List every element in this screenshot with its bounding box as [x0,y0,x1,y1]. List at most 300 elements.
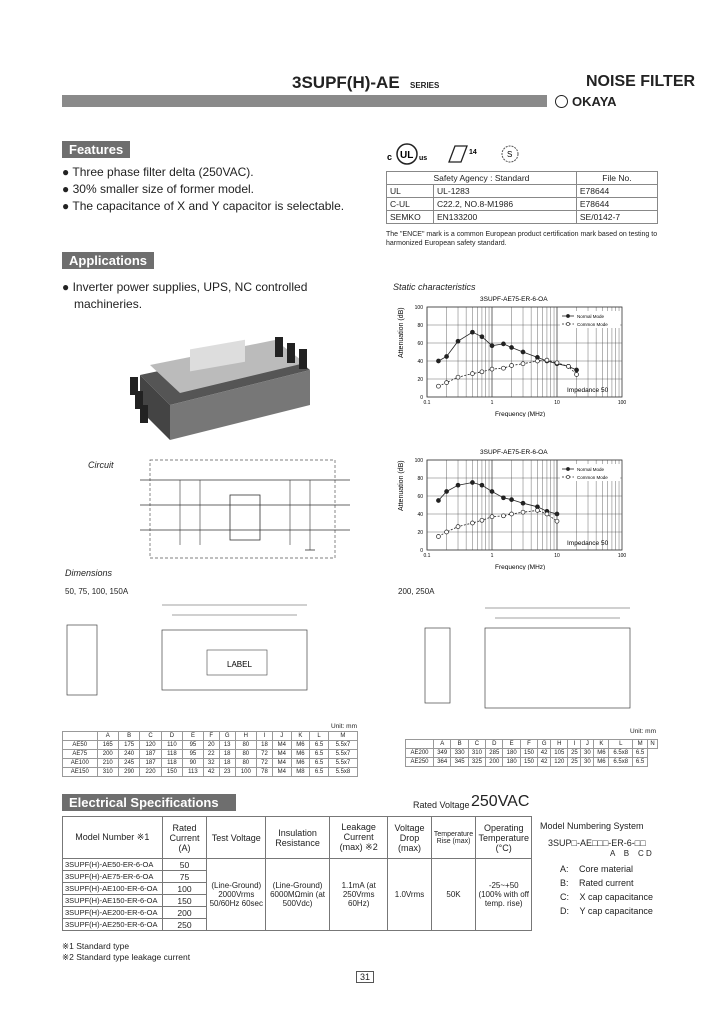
svg-text:S: S [507,150,513,159]
safety-header-row [387,172,658,185]
dim-cell: M6 [291,741,310,750]
header-vdrop: Voltage Drop (max) [388,817,431,859]
dim-cell: 200 [486,758,503,767]
dim-cell: 285 [486,749,503,758]
common-mode-point [480,518,484,522]
common-mode-point [470,372,474,376]
dim-header-cell: F [203,732,219,741]
spec-current: 100 [162,883,207,895]
common-mode-point [535,359,539,363]
dim-cell: 30 [581,749,594,758]
dim-header-cell: H [551,740,568,749]
dim-cell: 240 [118,750,139,759]
dim-cell: 150 [520,749,537,758]
safety-table [386,171,658,224]
y-tick-label: 60 [417,494,423,500]
dim-cell: 290 [118,768,139,777]
header-op-temp: Operating Temperature (°C) [476,817,532,859]
rated-voltage-label: Rated Voltage [413,800,470,810]
dim-cell: 180 [503,749,520,758]
dim-cell: 187 [140,750,161,759]
safety-cell: SE/0142-7 [576,211,657,224]
dim-cell: M4 [272,759,291,768]
common-mode-point [555,361,559,365]
dim-header-cell: B [451,740,468,749]
common-mode-point [490,367,494,371]
y-tick-label: 0 [420,395,423,401]
dim-cell: 110 [161,741,182,750]
dim-cell: 310 [468,749,485,758]
dim-header-cell: E [503,740,520,749]
svg-text:us: us [419,155,428,162]
numbering-item: A: Core material [560,864,634,874]
spec-current: 200 [162,907,207,919]
dim-cell: 90 [183,759,204,768]
normal-mode-point [480,335,484,339]
application-item: ● Inverter power supplies, UPS, NC controlled machineries. [62,280,308,311]
dim-cell: 25 [568,758,581,767]
dim-cell: 6.5 [633,749,648,758]
header-test-voltage: Test Voltage [207,817,266,859]
common-mode-point [490,515,494,519]
common-mode-point [555,519,559,523]
dim-cell: 5.5x7 [328,759,357,768]
dim-cell: 72 [257,750,273,759]
dim-header-row [406,740,658,749]
svg-text:c: c [387,152,393,162]
spec-current: 250 [162,919,207,931]
legend-marker [566,475,569,478]
electrical-spec-table [62,816,532,931]
dim-header-cell: I [257,732,273,741]
chart1-xlabel: Frequency (MHz) [495,411,546,417]
dim-cell: 345 [451,758,468,767]
safety-note: The "ENCE" mark is a common European product certification mark based on testing to harmonized European safety standard. [386,231,658,247]
y-tick-label: 20 [417,530,423,536]
dim-header-cell: L [609,740,633,749]
numbering-list [560,862,653,918]
dim-header-cell: M [633,740,648,749]
dim-row [406,749,658,758]
normal-mode-point [555,512,559,516]
legend-label: Common Mode [577,322,608,327]
safety-cell: E78644 [576,185,657,198]
spec-current: 75 [162,871,207,883]
dim-cell: 78 [257,768,273,777]
dim-cell: 5.5x7 [328,750,357,759]
cert-marks-icon [385,142,525,166]
dim-cell: 95 [183,741,204,750]
spec-model: 3SUPF(H)-AE100-ER-6-OA [63,883,163,895]
spec-temp-rise: 50K [431,859,476,931]
x-tick-label: 1 [490,553,494,559]
common-mode-point [480,370,484,374]
y-tick-label: 40 [417,512,423,518]
chart2-title: 3SUPF-AE75-ER-6-OA [480,449,548,456]
dim-cell: 42 [538,749,551,758]
normal-mode-point [490,490,494,494]
dim-cell: 105 [551,749,568,758]
dim-cell: 120 [551,758,568,767]
header-bar [62,95,547,107]
dim-cell: 18 [219,750,235,759]
dim-row [63,768,358,777]
common-mode-point [521,510,525,514]
dim-cell: M6 [594,758,609,767]
common-mode-line [438,510,557,536]
common-mode-point [575,373,579,377]
dim-header-cell: C [468,740,485,749]
safety-header: Safety Agency : Standard [387,172,577,185]
common-mode-point [470,521,474,525]
normal-mode-point [445,490,449,494]
dim-header-cell: L [310,732,329,741]
filter-device-image [130,325,320,445]
brand-name: OKAYA [572,94,617,109]
dim-cell: 220 [140,768,161,777]
dim-cell: 165 [97,741,118,750]
dim-cell: 18 [257,741,273,750]
dim-cell: AE250 [406,758,434,767]
normal-mode-point [456,483,460,487]
legend-label: Normal Mode [577,467,605,472]
numbering-item: C: X cap capacitance [560,892,654,902]
header-temp-rise: Temperature Rise (max) [431,817,476,859]
safety-row [387,211,658,224]
dim-cell: 23 [219,768,235,777]
dim-cell: 30 [581,758,594,767]
dim-header-cell: M [328,732,357,741]
dim-cell: 6.5 [310,741,329,750]
numbering-item: B: Rated current [560,878,634,888]
numbering-pattern: 3SUP□-AE□□□-ER-6-□□ [548,838,646,848]
dim-cell: 13 [219,741,235,750]
dim-header-cell [63,732,98,741]
dim-cell: M8 [291,768,310,777]
dim-cell: 245 [118,759,139,768]
common-mode-point [545,512,549,516]
dim-cell: 6.5 [310,759,329,768]
header-model: Model Number ※1 [63,817,163,859]
y-tick-label: 80 [417,323,423,329]
spec-model: 3SUPF(H)-AE75-ER-6-OA [63,871,163,883]
y-tick-label: 40 [417,359,423,365]
dim-cell: 175 [118,741,139,750]
dim-cell: 330 [451,749,468,758]
chart1-impedance: Impedance 50 [567,387,609,394]
chart2-ylabel: Attenuation (dB) [398,460,405,511]
brand-logo [555,94,617,109]
normal-mode-point [510,346,514,350]
chart2-impedance: Impedance 50 [567,540,609,547]
numbering-heading: Model Numbering System [540,821,644,831]
numbering-item: D: Y cap capacitance [560,906,653,916]
safety-cell: E78644 [576,198,657,211]
common-mode-point [456,525,460,529]
common-mode-point [436,535,440,539]
x-tick-label: 10 [554,400,560,406]
dim-cell: 349 [434,749,451,758]
normal-mode-point [456,339,460,343]
safety-row [387,185,658,198]
features-list [62,164,362,215]
okaya-logo-icon [555,95,568,108]
spec-vdrop: 1.0Vrms [388,859,431,931]
dim-cell: 22 [203,750,219,759]
dim-cell: 200 [97,750,118,759]
dim-cell: M6 [291,759,310,768]
dim-cell: 6.5x8 [609,758,633,767]
common-mode-point [456,375,460,379]
common-mode-point [566,364,570,368]
page-number: 31 [356,971,374,983]
common-mode-point [445,530,449,534]
dimension-table-small [62,731,358,777]
safety-header: File No. [576,172,657,185]
spec-model: 3SUPF(H)-AE250-ER-6-OA [63,919,163,931]
dim-header-row [63,732,358,741]
spec-op-temp: -25~+50 (100% with off temp. rise) [476,859,532,931]
dim-cell: 5.5x8 [328,768,357,777]
product-type: NOISE FILTER [586,73,696,90]
numbering-letters: A B C D [610,849,652,858]
legend-label: Normal Mode [577,314,605,319]
dim-cell: 6.5 [633,758,648,767]
chart1-ylabel: Attenuation (dB) [398,307,405,358]
x-tick-label: 1 [490,400,494,406]
spec-model: 3SUPF(H)-AE50-ER-6-OA [63,859,163,871]
x-tick-label: 10 [554,553,560,559]
normal-mode-point [575,368,579,372]
dim-header-cell: B [118,732,139,741]
dim-cell: 95 [183,750,204,759]
dim-header-cell: K [594,740,609,749]
dim-cell: 6.5 [310,768,329,777]
y-tick-label: 80 [417,476,423,482]
unit-label-large: Unit: mm [630,728,656,735]
dim-header-cell: H [235,732,256,741]
svg-text:UL: UL [400,150,414,161]
x-tick-label: 100 [617,400,627,406]
dim-cell: AE100 [63,759,98,768]
dim-cell: M4 [272,768,291,777]
spec-row [63,859,532,871]
dim-cell: 310 [97,768,118,777]
legend-marker [566,322,569,325]
dim-cell: 210 [97,759,118,768]
safety-cell: C-UL [387,198,434,211]
dim-cell: 187 [140,759,161,768]
feature-item: ● 30% smaller size of former model. [62,182,254,196]
dim-header-cell [406,740,434,749]
unit-label-small: Unit: mm [331,723,357,730]
normal-mode-point [445,355,449,359]
large-models-label: 200, 250A [398,587,435,596]
normal-mode-point [501,342,505,346]
dim-header-cell: A [434,740,451,749]
dim-cell: 25 [568,749,581,758]
svg-text:14: 14 [469,149,477,156]
dim-header-cell: N [648,740,658,749]
dim-cell: AE200 [406,749,434,758]
normal-mode-point [436,359,440,363]
spec-current: 50 [162,859,207,871]
y-tick-label: 100 [414,305,423,311]
feature-item: ● Three phase filter delta (250VAC). [62,165,254,179]
safety-cell: SEMKO [387,211,434,224]
spec-notes [62,941,190,963]
dim-cell: 6.5 [310,750,329,759]
dimension-drawing-large [405,598,665,723]
dim-cell: AE50 [63,741,98,750]
dim-cell: 120 [140,741,161,750]
header-current: Rated Current (A) [162,817,207,859]
attenuation-chart-2 [395,445,640,570]
dim-cell: 100 [235,768,256,777]
dim-header-cell: D [161,732,182,741]
dim-header-cell: I [568,740,581,749]
dim-cell: M6 [594,749,609,758]
safety-row [387,198,658,211]
dim-header-cell: J [581,740,594,749]
common-mode-point [521,362,525,366]
dimension-drawing-small [62,595,362,720]
dim-cell: 364 [434,758,451,767]
spec-model: 3SUPF(H)-AE200-ER-6-OA [63,907,163,919]
dim-cell: M4 [272,750,291,759]
static-label: Static characteristics [393,282,476,292]
dim-cell: 18 [219,759,235,768]
features-heading: Features [62,141,130,158]
common-mode-point [510,364,514,368]
dim-header-cell: J [272,732,291,741]
rated-voltage-value: 250VAC [471,793,530,810]
dim-cell: AE150 [63,768,98,777]
safety-cell: C22.2, NO.8-M1986 [434,198,577,211]
common-mode-point [545,358,549,362]
chart1-title: 3SUPF-AE75-ER-6-OA [480,296,548,303]
dim-row [63,741,358,750]
chart2-xlabel: Frequency (MHz) [495,564,546,570]
header-insulation: Insulation Resistance [266,817,330,859]
legend-marker [566,467,569,470]
dim-cell: 150 [161,768,182,777]
model-title: 3SUPF(H)-AE [292,73,400,92]
dimension-table-large [405,739,658,767]
normal-mode-point [436,499,440,503]
applications-heading: Applications [62,252,154,269]
dim-cell: 80 [235,759,256,768]
spec-note: ※1 Standard type [62,941,130,951]
dim-cell: 32 [203,759,219,768]
feature-item: ● The capacitance of X and Y capacitor is selectable. [62,199,345,213]
normal-mode-point [490,344,494,348]
common-mode-point [436,384,440,388]
normal-mode-point [521,501,525,505]
dim-header-cell: A [97,732,118,741]
common-mode-point [501,366,505,370]
safety-cell: UL [387,185,434,198]
dim-row [63,759,358,768]
dim-cell: 80 [235,741,256,750]
x-tick-label: 0.1 [423,553,431,559]
dimensions-label: Dimensions [65,568,113,578]
normal-mode-point [480,483,484,487]
safety-cell: EN133200 [434,211,577,224]
dim-header-cell: G [219,732,235,741]
spec-insulation: (Line-Ground) 6000MΩmin (at 500Vdc) [266,859,330,931]
attenuation-chart-1 [395,292,640,417]
common-mode-point [501,514,505,518]
dim-cell: M4 [272,741,291,750]
y-tick-label: 0 [420,548,423,554]
series-label: SERIES [410,81,440,90]
dim-cell: 42 [538,758,551,767]
dim-cell: 6.5x8 [609,749,633,758]
electrical-heading: Electrical Specifications [62,794,236,811]
label-text: LABEL [227,660,252,669]
dim-header-cell: C [140,732,161,741]
dim-row [406,758,658,767]
dim-row [63,750,358,759]
certification-marks [385,142,525,171]
dim-header-cell: G [538,740,551,749]
dim-cell: 180 [503,758,520,767]
dim-header-cell: D [486,740,503,749]
legend-marker [566,314,569,317]
circuit-diagram [140,455,355,565]
legend-label: Common Mode [577,475,608,480]
spec-model: 3SUPF(H)-AE150-ER-6-OA [63,895,163,907]
spec-leakage: 1.1mA (at 250Vrms 60Hz) [329,859,388,931]
normal-mode-point [510,498,514,502]
y-tick-label: 60 [417,341,423,347]
product-photo [130,325,320,450]
circuit-label: Circuit [88,460,114,470]
dim-cell: 118 [161,759,182,768]
common-mode-point [510,512,514,516]
spec-test-voltage: (Line-Ground) 2000Vrms 50/60Hz 60sec [207,859,266,931]
x-tick-label: 100 [617,553,627,559]
spec-note: ※2 Standard type leakage current [62,952,191,962]
dim-cell: 5.5x7 [328,741,357,750]
dim-cell: 42 [203,768,219,777]
dim-cell: 150 [520,758,537,767]
normal-mode-point [470,330,474,334]
normal-mode-point [501,496,505,500]
common-mode-point [535,508,539,512]
dim-cell: 20 [203,741,219,750]
normal-mode-point [521,350,525,354]
spec-header-row [63,817,532,859]
x-tick-label: 0.1 [423,400,431,406]
dim-cell: 118 [161,750,182,759]
small-models-label: 50, 75, 100, 150A [65,587,129,596]
header-leakage: Leakage Current (max) ※2 [329,817,388,859]
dim-cell: AE75 [63,750,98,759]
y-tick-label: 20 [417,377,423,383]
normal-mode-point [470,481,474,485]
dim-header-cell: K [291,732,310,741]
dim-cell: 113 [183,768,204,777]
dim-cell: 80 [235,750,256,759]
safety-cell: UL-1283 [434,185,577,198]
y-tick-label: 100 [414,458,423,464]
dim-header-cell: E [183,732,204,741]
common-mode-point [445,381,449,385]
dim-cell: 72 [257,759,273,768]
dim-cell: 325 [468,758,485,767]
